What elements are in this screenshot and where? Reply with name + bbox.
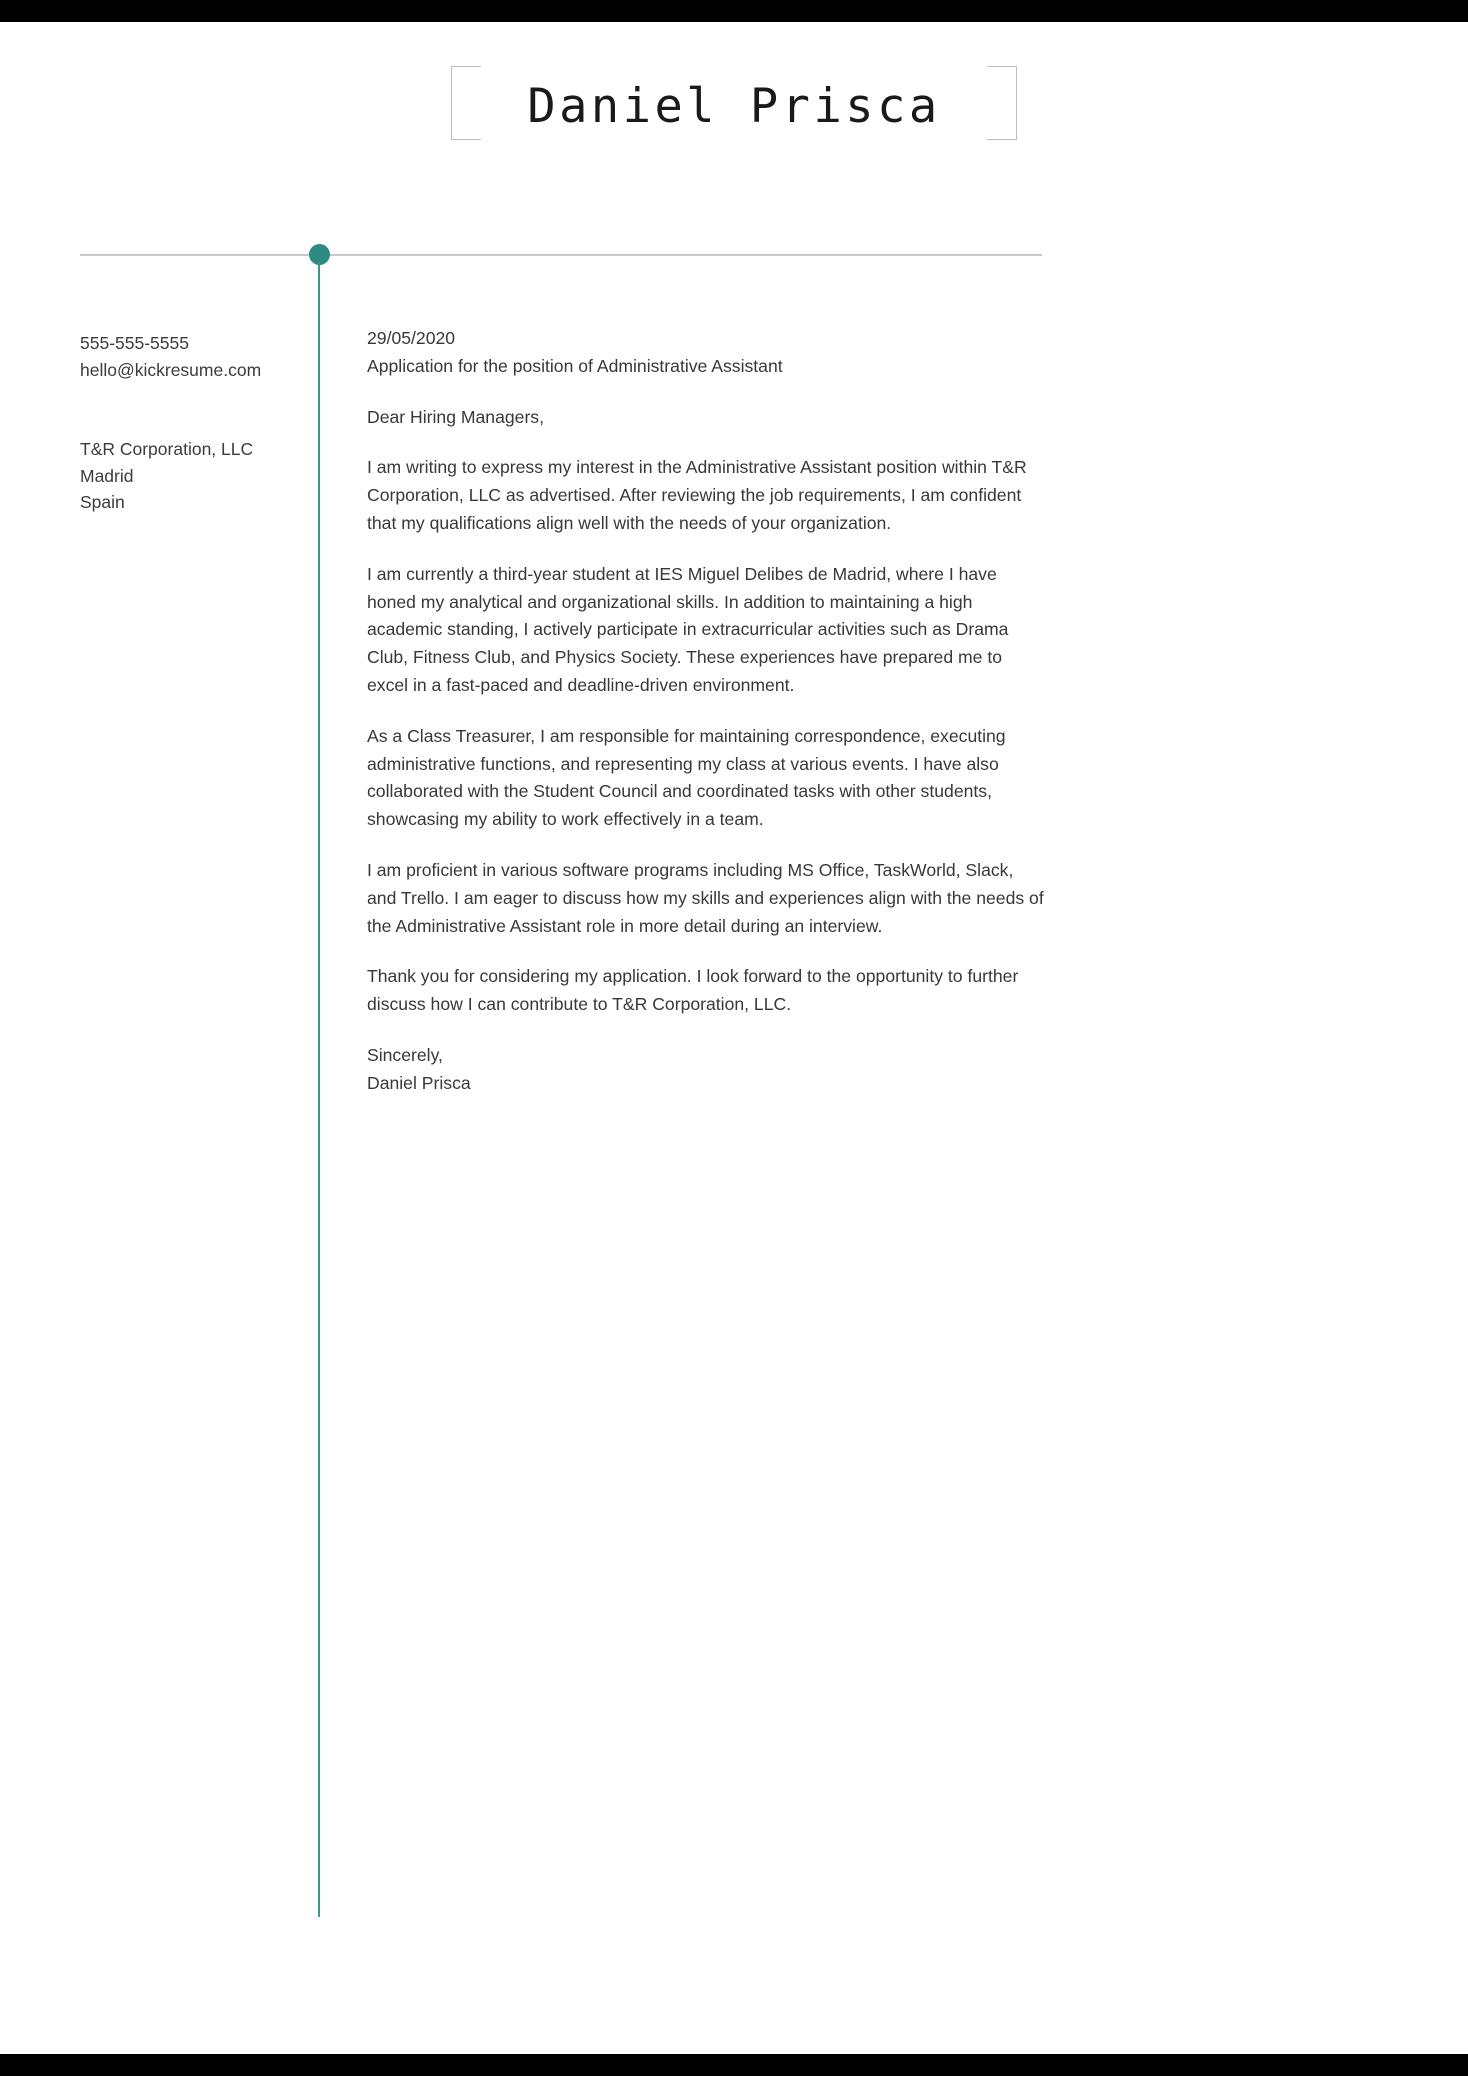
contact-phone: 555-555-5555 <box>80 333 189 353</box>
sidebar-column <box>80 330 295 516</box>
letter-paragraph: I am proficient in various software programs including MS Office, TaskWorld, Slack, and Trello. I am eager to discuss how my skills and experiences align with the needs of the Administrative Assistant role in more detail during an interview. <box>367 859 1044 936</box>
letter-date: 29/05/2020 <box>367 328 456 348</box>
letter-subject: Application for the position of Administrative Assistant <box>367 355 783 376</box>
letter-closing: Sincerely, <box>367 1044 443 1065</box>
letter-body <box>367 325 1045 1098</box>
letter-meta <box>367 325 1045 381</box>
letter-paragraph: As a Class Treasurer, I am responsible for maintaining correspondence, executing administrative functions, and representing my class at various events. I have also collaborated with the Student Council and coordinated tasks with other students, showcasing my ability to work effectively in a team. <box>367 725 1006 830</box>
name-frame <box>469 78 998 135</box>
page-top-border <box>0 0 1468 22</box>
letter-paragraph: I am currently a third-year student at IES Miguel Delibes de Madrid, where I have honed my analytical and organizational skills. In addition to maintaining a high academic standing, I actively participate in extracurricular activities such as Drama Club, Fitness Club, and Physics Society. These experiences have prepared me to excel in a fast-paced and deadline-driven environment. <box>367 563 1009 695</box>
contact-block <box>80 330 295 383</box>
recipient-company: T&R Corporation, LLC <box>80 439 254 460</box>
letter-paragraph: I am writing to express my interest in the Administrative Assistant position within T&R Corporation, LLC as advertised. After reviewing the job requirements, I am confident that my qualifications align well with the needs of your organization. <box>367 457 1027 533</box>
bracket-right-icon <box>987 66 1017 140</box>
letter-signature-block <box>367 1042 1045 1098</box>
letter-paragraph: Thank you for considering my application. I look forward to the opportunity to further discuss how I can contribute to T&R Corporation, LLC. <box>367 966 1019 1015</box>
recipient-block <box>80 436 295 516</box>
bracket-left-icon <box>451 66 481 140</box>
letter-salutation: Dear Hiring Managers, <box>367 406 544 427</box>
sidebar-spacer <box>80 383 295 436</box>
letter-header <box>0 78 1468 135</box>
letter-signature-name: Daniel Prisca <box>367 1072 471 1093</box>
page-bottom-border <box>0 2054 1468 2076</box>
header-divider <box>80 254 1042 256</box>
accent-vertical-line <box>318 262 320 1917</box>
recipient-country: Spain <box>80 492 125 513</box>
applicant-name: Daniel Prisca <box>527 79 941 134</box>
recipient-city: Madrid <box>80 465 134 486</box>
contact-email: hello@kickresume.com <box>80 359 262 380</box>
